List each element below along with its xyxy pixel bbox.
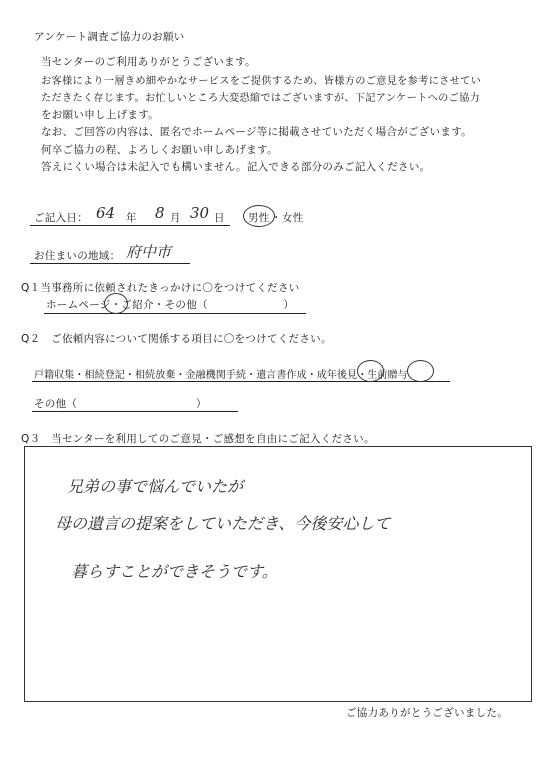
q1-options[interactable]: ホームページ・ご紹介・その他（ ） <box>46 299 295 311</box>
residence-underline <box>30 263 190 264</box>
q3-question: Q３ 当センターを利用してのご意見・ご感想を自由にご記入ください。 <box>21 433 375 445</box>
q2-question: Q２ ご依頼内容について関係する項目に〇をつけてください。 <box>21 333 332 345</box>
date-year-value[interactable]: 64 <box>96 204 116 222</box>
date-underline <box>30 225 230 226</box>
q2-selected-circle <box>357 360 384 382</box>
residence-value[interactable]: 府中市 <box>126 243 172 261</box>
intro-line: 当センターのご利用ありがとうございます。 <box>41 56 256 68</box>
q3-answer-line: 兄弟の事で悩んでいたが <box>67 477 244 496</box>
q2-other-underline <box>32 411 238 412</box>
date-day-unit: 日 <box>214 212 225 224</box>
q1-underline <box>44 313 306 314</box>
q2-selected-circle <box>407 360 434 382</box>
intro-line: 何卒ご協力の程、よろしくお願い申しあげます。 <box>41 144 278 156</box>
q1-selected-circle <box>104 293 128 314</box>
gender-selected-circle <box>243 205 275 227</box>
q3-answer-box[interactable] <box>24 446 532 702</box>
q3-answer-line: 暮らすことができそうです。 <box>71 562 278 581</box>
intro-line: ただきたく存じます。お忙しいところ大変恐縮ではございますが、下記アンケートへのご協力 <box>41 93 481 104</box>
q2-options-underline <box>32 381 450 382</box>
gender-female[interactable]: 女性 <box>282 212 304 224</box>
date-month-unit: 月 <box>170 212 181 224</box>
q1-question: Q１当事務所に依頼されたきっかけに〇をつけてください <box>21 282 300 294</box>
q3-answer-line: 母の遺言の提案をしていただき、今後安心して <box>55 514 391 533</box>
intro-line: なお、ご回答の内容は、匿名でホームページ等に掲載させていただく場合がございます。 <box>41 126 472 138</box>
date-month-value[interactable]: 8 <box>155 204 165 222</box>
date-day-value[interactable]: 30 <box>190 204 210 222</box>
q2-options[interactable]: 戸籍収集・相続登記・相続放棄・金融機関手続・遺言書作成・成年後見・生前贈与 <box>34 370 408 381</box>
q2-other[interactable]: その他（ ） <box>34 398 207 410</box>
date-label: ご記入日： <box>34 212 88 224</box>
footer-thanks: ご協力ありがとうございました。 <box>346 707 508 719</box>
gender-male[interactable]: 男性 <box>248 212 270 224</box>
intro-line: をお願い申し上げます。 <box>41 109 159 121</box>
survey-title: アンケート調査ご協力のお願い <box>34 31 185 43</box>
date-year-unit: 年 <box>126 212 137 224</box>
gender-separator: ・ <box>271 212 282 224</box>
residence-label: お住まいの地域： <box>34 250 121 262</box>
intro-line: 答えにくい場合は未記入でも構いません。記入できる部分のみご記入ください。 <box>41 161 431 173</box>
intro-line: お客様により一層きめ細やかなサービスをご提供するため、皆様方のご意見を参考にさせてい <box>41 76 482 87</box>
